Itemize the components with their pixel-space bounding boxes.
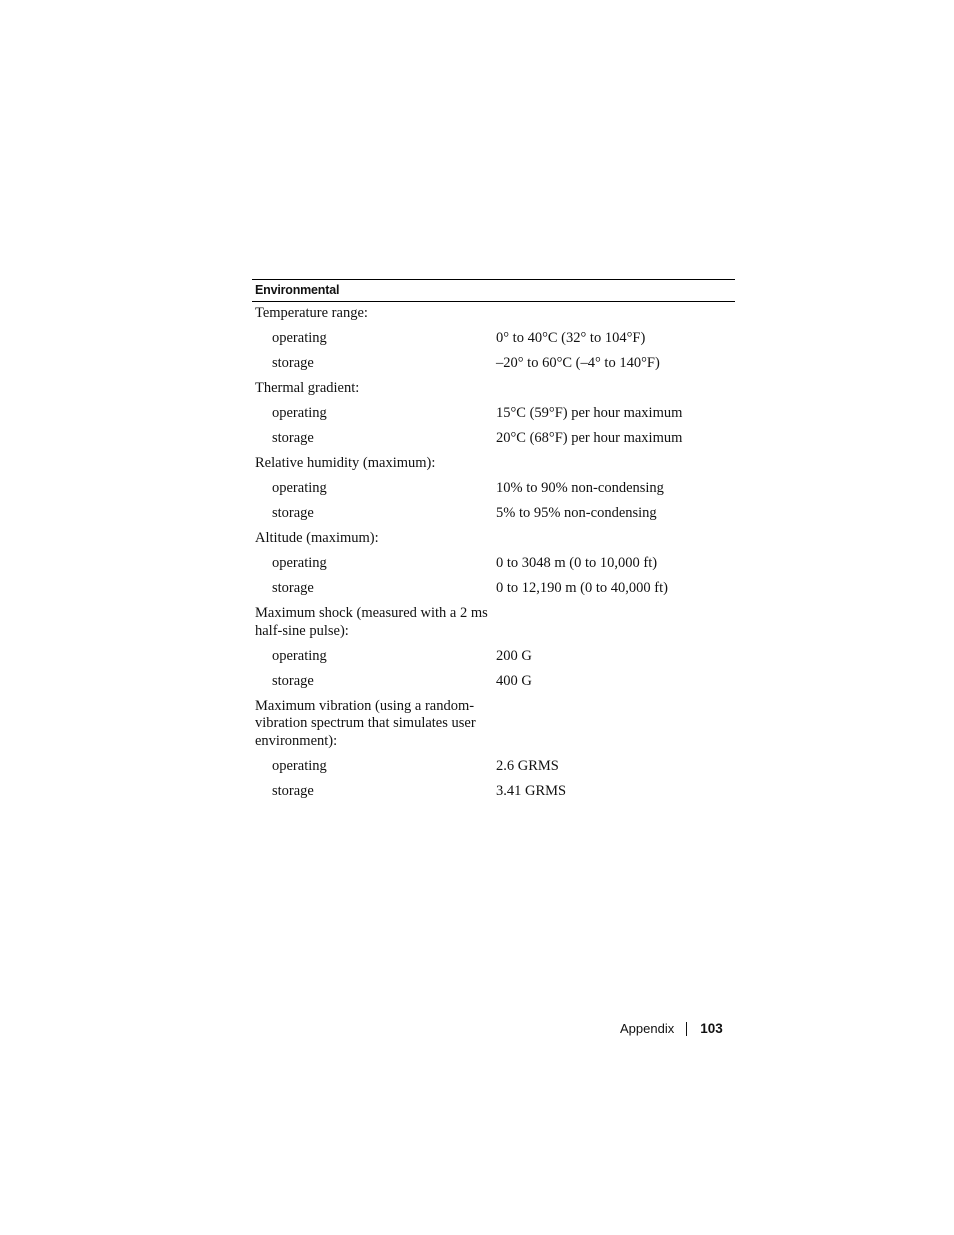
- row-value: 2.6 GRMS: [496, 757, 559, 774]
- row-label: Maximum vibration (using a random-vibration spectrum that simulates user environment):: [255, 697, 476, 749]
- row-value: [493, 455, 735, 473]
- row-value: 5% to 95% non-condensing: [496, 505, 657, 521]
- row-label: operating: [272, 555, 327, 571]
- row-value: 3.41 GRMS: [496, 782, 567, 799]
- table-row: [252, 530, 735, 548]
- row-value: 20°C (68°F) per hour maximum: [496, 430, 683, 446]
- page-footer: [620, 1019, 725, 1039]
- row-label: storage: [272, 580, 314, 596]
- row-label: Altitude (maximum):: [255, 530, 379, 546]
- row-label: Temperature range:: [255, 305, 368, 321]
- row-label: Thermal gradient:: [255, 380, 360, 396]
- table-row: [252, 505, 735, 523]
- row-label: operating: [272, 647, 327, 664]
- page-number: 103: [700, 1021, 723, 1036]
- row-value: [493, 380, 735, 398]
- table-row: [252, 783, 735, 801]
- row-label: storage: [272, 672, 314, 689]
- row-label: Maximum shock (measured with a 2 ms half-sine pulse):: [255, 605, 488, 639]
- table-row: [252, 555, 735, 573]
- row-value: 400 G: [496, 672, 532, 689]
- row-value: [493, 605, 735, 640]
- table-row: [252, 758, 735, 776]
- row-label: Relative humidity (maximum):: [255, 455, 436, 471]
- row-value: 200 G: [496, 647, 532, 664]
- row-value: [493, 698, 735, 751]
- table-heading: Environmental: [252, 279, 735, 302]
- table-row: [252, 648, 735, 666]
- row-value: [493, 305, 735, 323]
- table-rows: [252, 302, 735, 800]
- row-label: storage: [272, 355, 314, 371]
- table-row: [252, 305, 735, 323]
- table-row: [252, 430, 735, 448]
- table-row: [252, 455, 735, 473]
- row-label: storage: [272, 430, 314, 446]
- row-value: 0 to 12,190 m (0 to 40,000 ft): [496, 580, 668, 596]
- table-row: [252, 605, 735, 640]
- table-row: [252, 380, 735, 398]
- row-label: operating: [272, 330, 327, 346]
- row-label: operating: [272, 405, 327, 421]
- table-row: [252, 480, 735, 498]
- row-value: –20° to 60°C (–4° to 140°F): [496, 355, 660, 371]
- row-label: storage: [272, 782, 314, 799]
- footer-section-label: Appendix: [620, 1021, 675, 1036]
- row-value: [493, 530, 735, 548]
- row-label: operating: [272, 757, 327, 774]
- row-label: storage: [272, 505, 314, 521]
- table-row: [252, 405, 735, 423]
- row-value: 15°C (59°F) per hour maximum: [496, 405, 683, 421]
- table-row: [252, 580, 735, 598]
- row-label: operating: [272, 480, 327, 496]
- table-row: [252, 330, 735, 348]
- row-value: 10% to 90% non-condensing: [496, 480, 664, 496]
- row-value: 0 to 3048 m (0 to 10,000 ft): [496, 555, 658, 571]
- table-row: [252, 355, 735, 373]
- environmental-spec-table: [252, 279, 735, 808]
- table-row: [252, 698, 735, 751]
- row-value: 0° to 40°C (32° to 104°F): [496, 330, 646, 346]
- table-row: [252, 673, 735, 691]
- footer-divider: [686, 1022, 687, 1036]
